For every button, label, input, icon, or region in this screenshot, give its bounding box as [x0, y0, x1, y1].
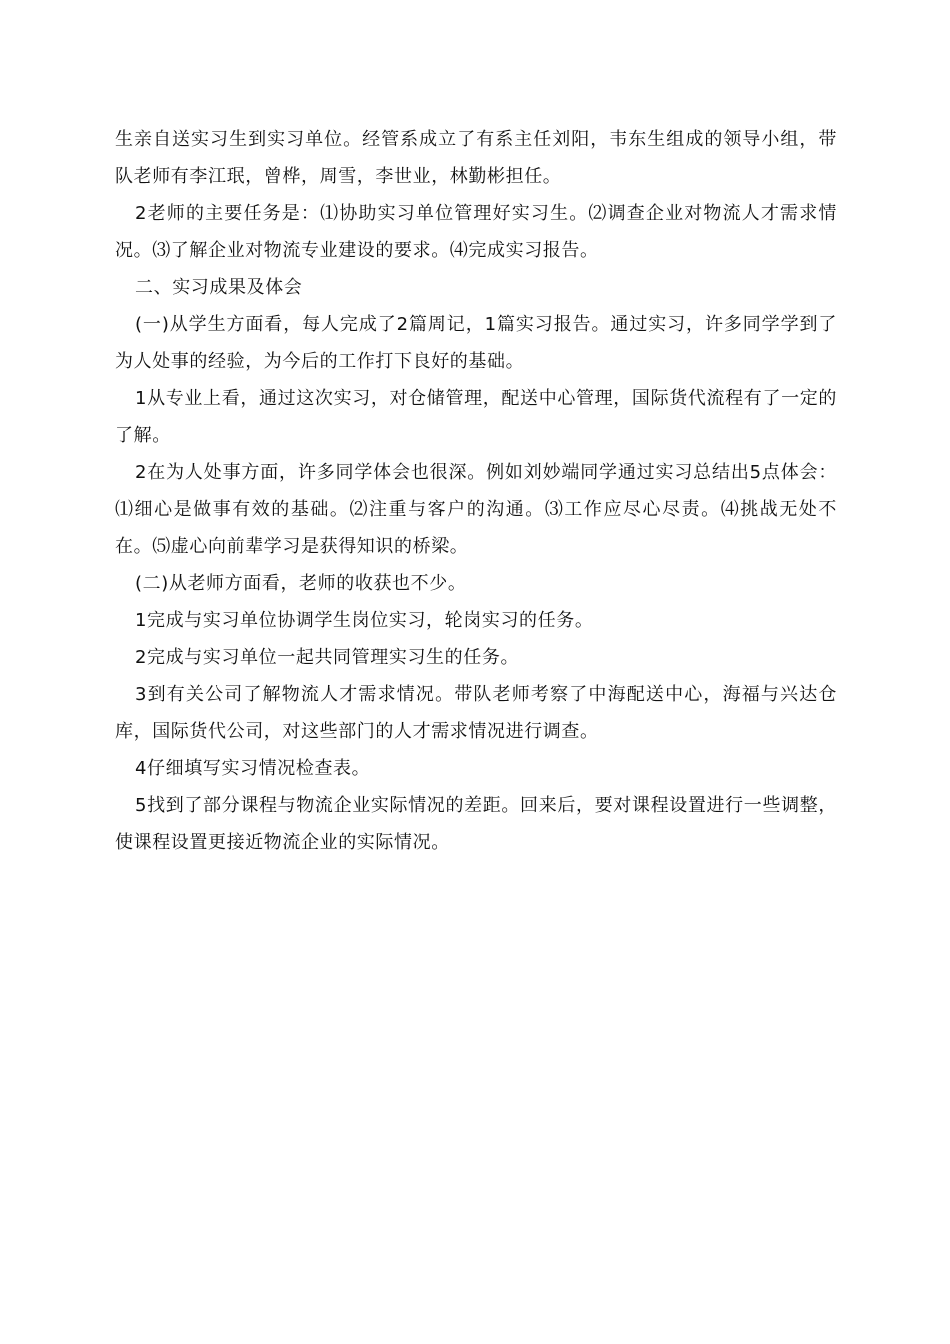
list-item-co-management: 2完成与实习单位一起共同管理实习生的任务。 [135, 647, 520, 668]
paragraph-teacher-perspective: (二)从老师方面看，老师的收获也不少。 [135, 573, 467, 594]
list-item-coordination: 1完成与实习单位协调学生岗位实习，轮岗实习的任务。 [135, 610, 594, 631]
paragraph-professional-gain: 1从专业上看，通过这次实习，对仓储管理，配送中心管理，国际货代流程有了一定的了解。 [115, 388, 837, 446]
paragraph-student-perspective: (一)从学生方面看，每人完成了2篇周记，1篇实习报告。通过实习，许多同学学到了为人处事的经验，为今后的工作打下良好的基础。 [115, 314, 837, 372]
document-body [115, 121, 837, 861]
section-heading-results: 二、实习成果及体会 [135, 277, 303, 298]
list-item-curriculum-gap: 5找到了部分课程与物流企业实际情况的差距。回来后，要对课程设置进行一些调整，使课程设置更接近物流企业的实际情况。 [115, 795, 837, 853]
paragraph-teacher-tasks: 2老师的主要任务是：⑴协助实习单位管理好实习生。⑵调查企业对物流人才需求情况。⑶了解企业对物流专业建设的要求。⑷完成实习报告。 [115, 203, 837, 261]
paragraph-personal-gain: 2在为人处事方面，许多同学体会也很深。例如刘妙端同学通过实习总结出5点体会：⑴细心是做事有效的基础。⑵注重与客户的沟通。⑶工作应尽心尽责。⑷挑战无处不在。⑸虚心向前辈学习是获得知识的桥梁。 [115, 462, 837, 557]
list-item-checklist: 4仔细填写实习情况检查表。 [135, 758, 371, 779]
paragraph-escort-continuation: 生亲自送实习生到实习单位。经管系成立了有系主任刘阳，韦东生组成的领导小组，带队老师有李江珉，曾桦，周雪，李世业，林勤彬担任。 [115, 129, 837, 187]
list-item-demand-survey: 3到有关公司了解物流人才需求情况。带队老师考察了中海配送中心，海福与兴达仓库，国际货代公司，对这些部门的人才需求情况进行调查。 [115, 684, 837, 742]
